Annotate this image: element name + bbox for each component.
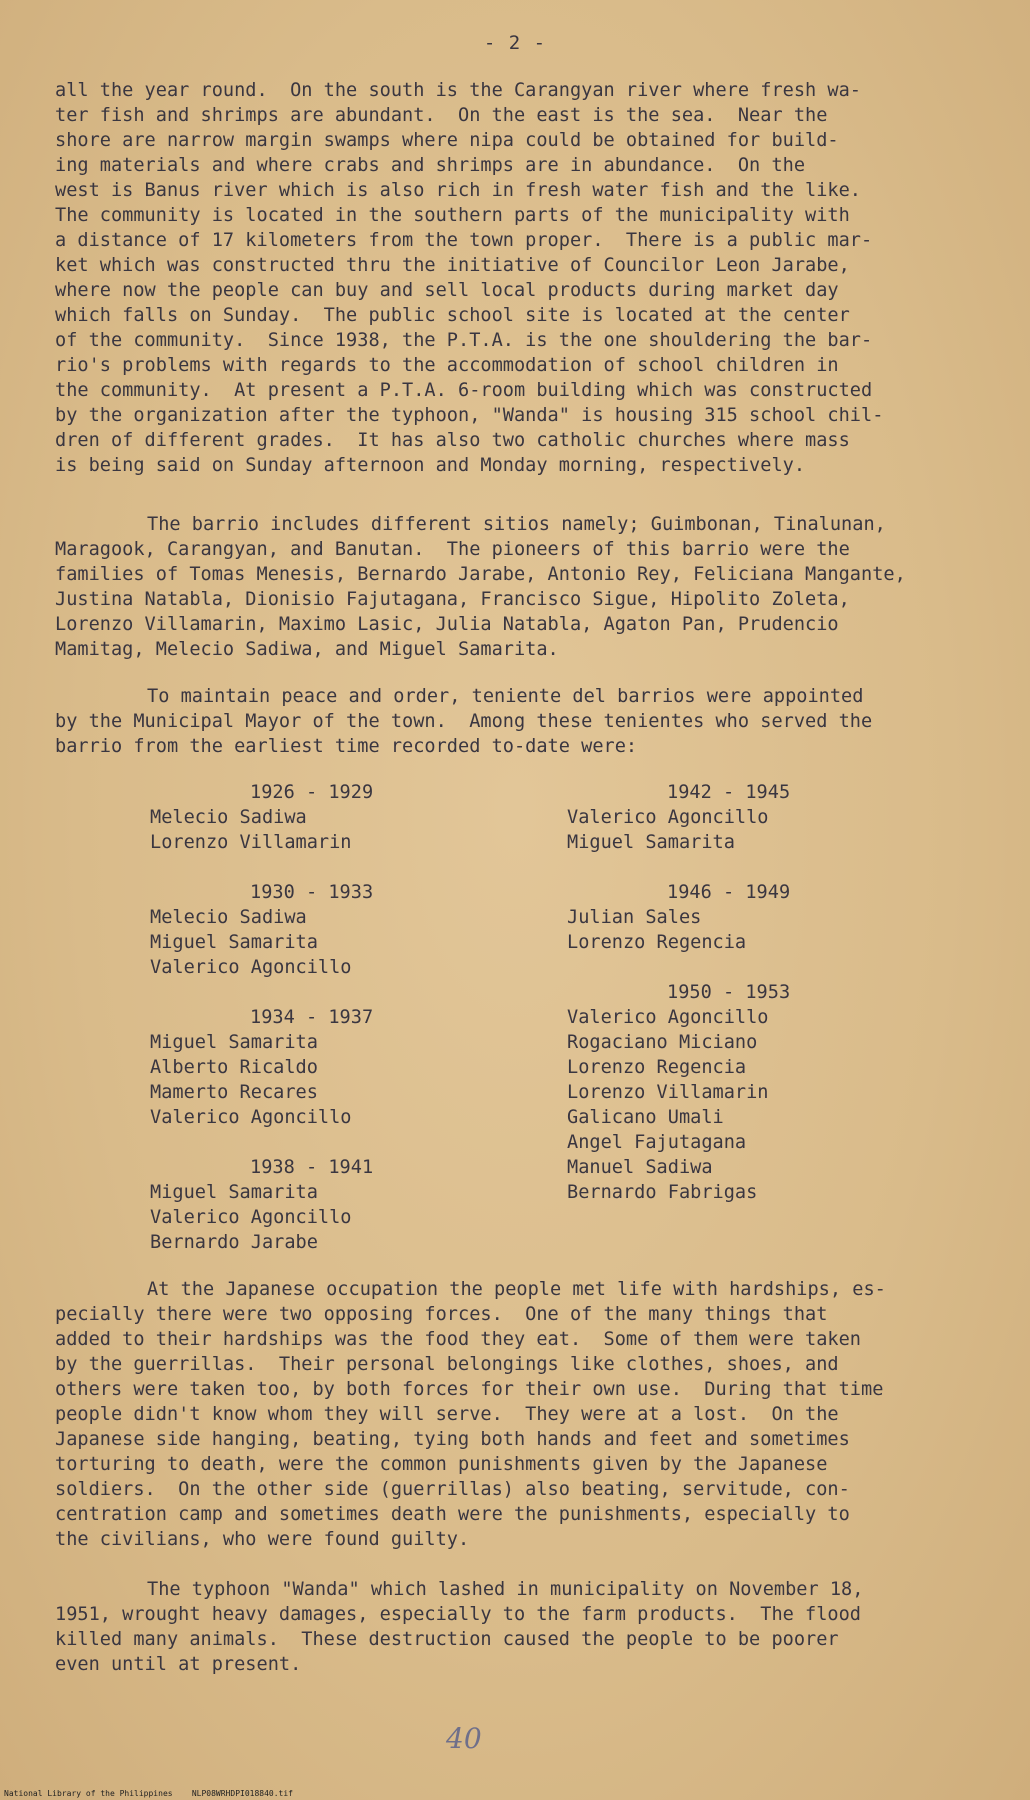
archive-footer: National Library of the Philippines NLP08WRHDPI018840.tif: [4, 1789, 293, 1798]
text-line: 1951, wrought heavy damages, especially to the farm products. The flood: [55, 1604, 861, 1625]
text-line: even until at present.: [55, 1654, 302, 1675]
teniente-name: Alberto Ricaldo: [150, 1057, 318, 1078]
text-line: all the year round. On the south is the Carangyan river where fresh wa-: [55, 80, 861, 101]
paragraph-japanese-occupation: [55, 1277, 965, 1552]
text-line: ter fish and shrimps are abundant. On the east is the sea. Near the: [55, 105, 828, 126]
handwritten-page-number: 40: [446, 1722, 482, 1755]
text-line: which falls on Sunday. The public school site is located at the center: [55, 305, 850, 326]
text-line: Maragook, Carangyan, and Banutan. The pioneers of this barrio were the: [55, 539, 850, 560]
teniente-name: Lorenzo Villamarin: [150, 832, 352, 853]
text-line: The typhoon "Wanda" which lashed in municipality on November 18,: [147, 1579, 864, 1600]
term-group: [567, 780, 790, 855]
tenientes-left-column: [150, 780, 373, 1280]
text-line: the community. At present a P.T.A. 6-room building which was constructed: [55, 380, 873, 401]
text-line: families of Tomas Menesis, Bernardo Jarabe, Antonio Rey, Feliciana Mangante,: [55, 564, 906, 585]
teniente-name: Lorenzo Villamarin: [567, 1082, 769, 1103]
text-line: Lorenzo Villamarin, Maximo Lasic, Julia Natabla, Agaton Pan, Prudencio: [55, 614, 839, 635]
text-line: a distance of 17 kilometers from the town proper. There is a public mar-: [55, 230, 873, 251]
teniente-name: Angel Fajutagana: [567, 1132, 747, 1153]
teniente-name: Julian Sales: [567, 907, 702, 928]
text-line: by the Municipal Mayor of the town. Among these tenientes who served the: [55, 711, 873, 732]
text-line: Japanese side hanging, beating, tying both hands and feet and sometimes: [55, 1429, 850, 1450]
text-line: others were taken too, by both forces for their own use. During that time: [55, 1379, 884, 1400]
text-line: people didn't know whom they will serve. They were at a lost. On the: [55, 1404, 839, 1425]
term-years: 1938 - 1941: [250, 1157, 374, 1178]
teniente-name: Galicano Umali: [567, 1107, 724, 1128]
paragraph-typhoon-wanda: [55, 1577, 965, 1677]
text-line: pecially there were two opposing forces. One of the many things that: [55, 1304, 828, 1325]
term-group: [567, 980, 790, 1205]
text-line: added to their hardships was the food they eat. Some of them were taken: [55, 1329, 861, 1350]
term-years: 1926 - 1929: [250, 782, 374, 803]
teniente-name: Manuel Sadiwa: [567, 1157, 713, 1178]
teniente-name: Rogaciano Miciano: [567, 1032, 758, 1053]
text-line: of the community. Since 1938, the P.T.A. is the one shouldering the bar-: [55, 330, 873, 351]
teniente-name: Bernardo Jarabe: [150, 1232, 318, 1253]
teniente-name: Bernardo Fabrigas: [567, 1182, 758, 1203]
text-line: Justina Natabla, Dionisio Fajutagana, Francisco Sigue, Hipolito Zoleta,: [55, 589, 850, 610]
text-line: dren of different grades. It has also two catholic churches where mass: [55, 430, 850, 451]
text-line: centration camp and sometimes death were the punishments, especially to: [55, 1504, 850, 1525]
page-number: - 2 -: [483, 32, 547, 54]
text-line: rio's problems with regards to the accommodation of school children in: [55, 355, 839, 376]
text-line: where now the people can buy and sell local products during market day: [55, 280, 839, 301]
teniente-name: Valerico Agoncillo: [567, 1007, 769, 1028]
text-line: shore are narrow margin swamps where nipa could be obtained for build-: [55, 130, 839, 151]
teniente-name: Mamerto Recares: [150, 1082, 318, 1103]
text-line: by the organization after the typhoon, "Wanda" is housing 315 school chil-: [55, 405, 884, 426]
teniente-name: Melecio Sadiwa: [150, 907, 307, 928]
term-years: 1946 - 1949: [667, 882, 791, 903]
text-line: by the guerrillas. Their personal belongings like clothes, shoes, and: [55, 1354, 839, 1375]
teniente-name: Valerico Agoncillo: [150, 1207, 352, 1228]
teniente-name: Lorenzo Regencia: [567, 932, 747, 953]
text-line: the civilians, who were found guilty.: [55, 1529, 470, 1550]
text-line: west is Banus river which is also rich in fresh water fish and the like.: [55, 180, 861, 201]
text-line: The community is located in the southern parts of the municipality with: [55, 205, 850, 226]
teniente-name: Miguel Samarita: [150, 1032, 318, 1053]
text-line: ket which was constructed thru the initiative of Councilor Leon Jarabe,: [55, 255, 850, 276]
teniente-name: Valerico Agoncillo: [567, 807, 769, 828]
text-line: barrio from the earliest time recorded to-date were:: [55, 736, 638, 757]
paragraph-tenientes-intro: [55, 684, 965, 759]
paragraph-geography: [55, 78, 965, 478]
text-line: Mamitag, Melecio Sadiwa, and Miguel Samarita.: [55, 639, 559, 660]
term-group: [150, 780, 373, 855]
term-group: [150, 880, 373, 980]
text-line: At the Japanese occupation the people met life with hardships, es-: [147, 1279, 886, 1300]
teniente-name: Valerico Agoncillo: [150, 957, 352, 978]
term-group: [567, 880, 790, 955]
tenientes-right-column: [567, 780, 790, 1230]
paragraph-sitios: [55, 512, 965, 662]
text-line: soldiers. On the other side (guerrillas) also beating, servitude, con-: [55, 1479, 850, 1500]
text-line: To maintain peace and order, teniente del barrios were appointed: [147, 686, 864, 707]
text-line: torturing to death, were the common punishments given by the Japanese: [55, 1454, 828, 1475]
teniente-name: Lorenzo Regencia: [567, 1057, 747, 1078]
text-line: The barrio includes different sitios namely; Guimbonan, Tinalunan,: [147, 514, 886, 535]
term-years: 1942 - 1945: [667, 782, 791, 803]
teniente-name: Valerico Agoncillo: [150, 1107, 352, 1128]
teniente-name: Miguel Samarita: [150, 1182, 318, 1203]
term-group: [150, 1155, 373, 1255]
term-years: 1930 - 1933: [250, 882, 374, 903]
teniente-name: Melecio Sadiwa: [150, 807, 307, 828]
text-line: killed many animals. These destruction caused the people to be poorer: [55, 1629, 839, 1650]
text-line: ing materials and where crabs and shrimps are in abundance. On the: [55, 155, 806, 176]
teniente-name: Miguel Samarita: [150, 932, 318, 953]
text-line: is being said on Sunday afternoon and Monday morning, respectively.: [55, 455, 806, 476]
teniente-name: Miguel Samarita: [567, 832, 735, 853]
term-years: 1950 - 1953: [667, 982, 791, 1003]
term-group: [150, 1005, 373, 1130]
term-years: 1934 - 1937: [250, 1007, 374, 1028]
